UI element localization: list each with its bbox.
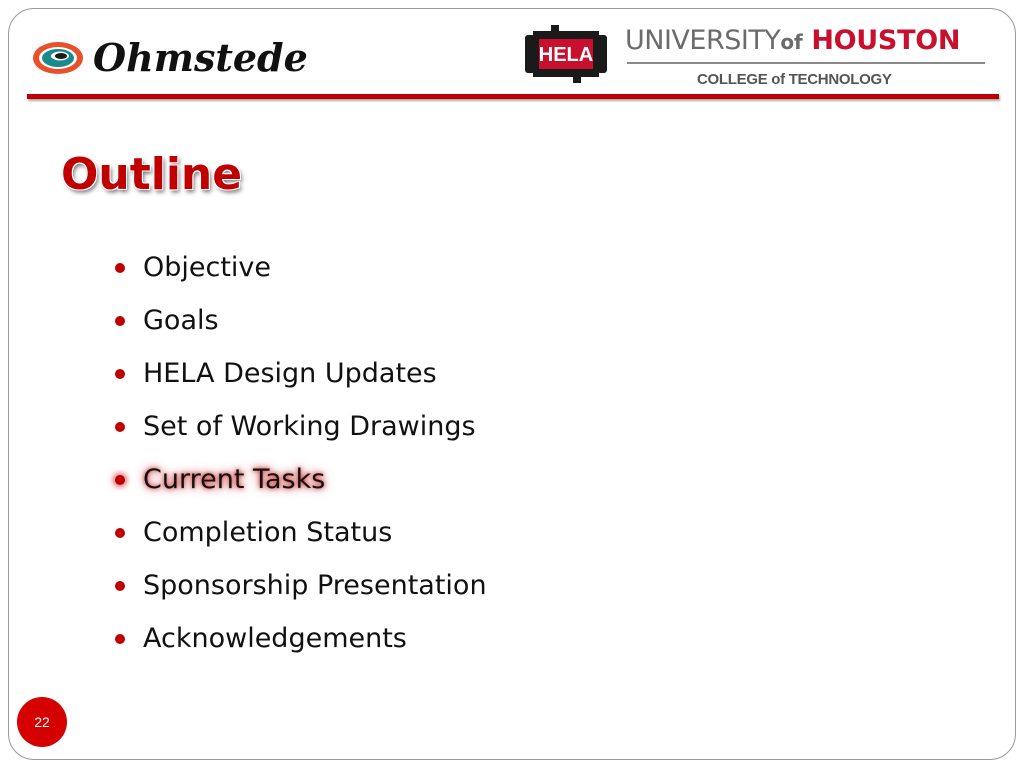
ohmstede-logo xyxy=(31,35,308,80)
uh-divider xyxy=(627,62,985,64)
bullet-icon xyxy=(115,369,125,379)
bullet-text: Set of Working Drawings xyxy=(143,411,476,442)
list-item xyxy=(115,612,487,665)
bullet-icon xyxy=(115,634,125,644)
ohmstede-swirl-icon xyxy=(31,40,85,76)
list-item xyxy=(115,241,487,294)
list-item xyxy=(115,347,487,400)
bullet-text: Sponsorship Presentation xyxy=(143,570,487,601)
ohmstede-wordmark: Ohmstede xyxy=(93,35,308,80)
header-rule xyxy=(27,94,999,99)
bullet-text: Completion Status xyxy=(143,517,393,548)
uh-university-text: UNIVERSITY xyxy=(625,25,781,56)
uh-college-of-technology-logo xyxy=(625,25,987,95)
bullet-icon xyxy=(115,475,125,485)
uh-college-text: COLLEGE of TECHNOLOGY xyxy=(697,71,892,88)
page-number-badge: 22 xyxy=(17,697,67,747)
list-item xyxy=(115,294,487,347)
bullet-text: HELA Design Updates xyxy=(143,358,437,389)
bullet-text: Objective xyxy=(143,252,272,283)
bullet-text: Goals xyxy=(143,305,219,336)
outline-list xyxy=(115,241,487,665)
slide xyxy=(8,8,1016,760)
list-item xyxy=(115,400,487,453)
bullet-icon xyxy=(115,422,125,432)
bullet-icon xyxy=(115,581,125,591)
list-item xyxy=(115,559,487,612)
uh-houston-text: HOUSTON xyxy=(811,25,961,56)
bullet-icon xyxy=(115,263,125,273)
hela-exchanger-icon xyxy=(517,25,615,83)
bullet-text: Acknowledgements xyxy=(143,623,407,654)
uh-of-text: of xyxy=(780,30,803,54)
bullet-icon xyxy=(115,528,125,538)
slide-title: Outline xyxy=(61,149,243,200)
bullet-icon xyxy=(115,316,125,326)
list-item xyxy=(115,506,487,559)
hela-logo-text: HELA xyxy=(538,44,594,66)
list-item-current xyxy=(115,453,487,506)
bullet-text-current: Current Tasks xyxy=(143,464,326,495)
uh-title xyxy=(625,25,960,58)
